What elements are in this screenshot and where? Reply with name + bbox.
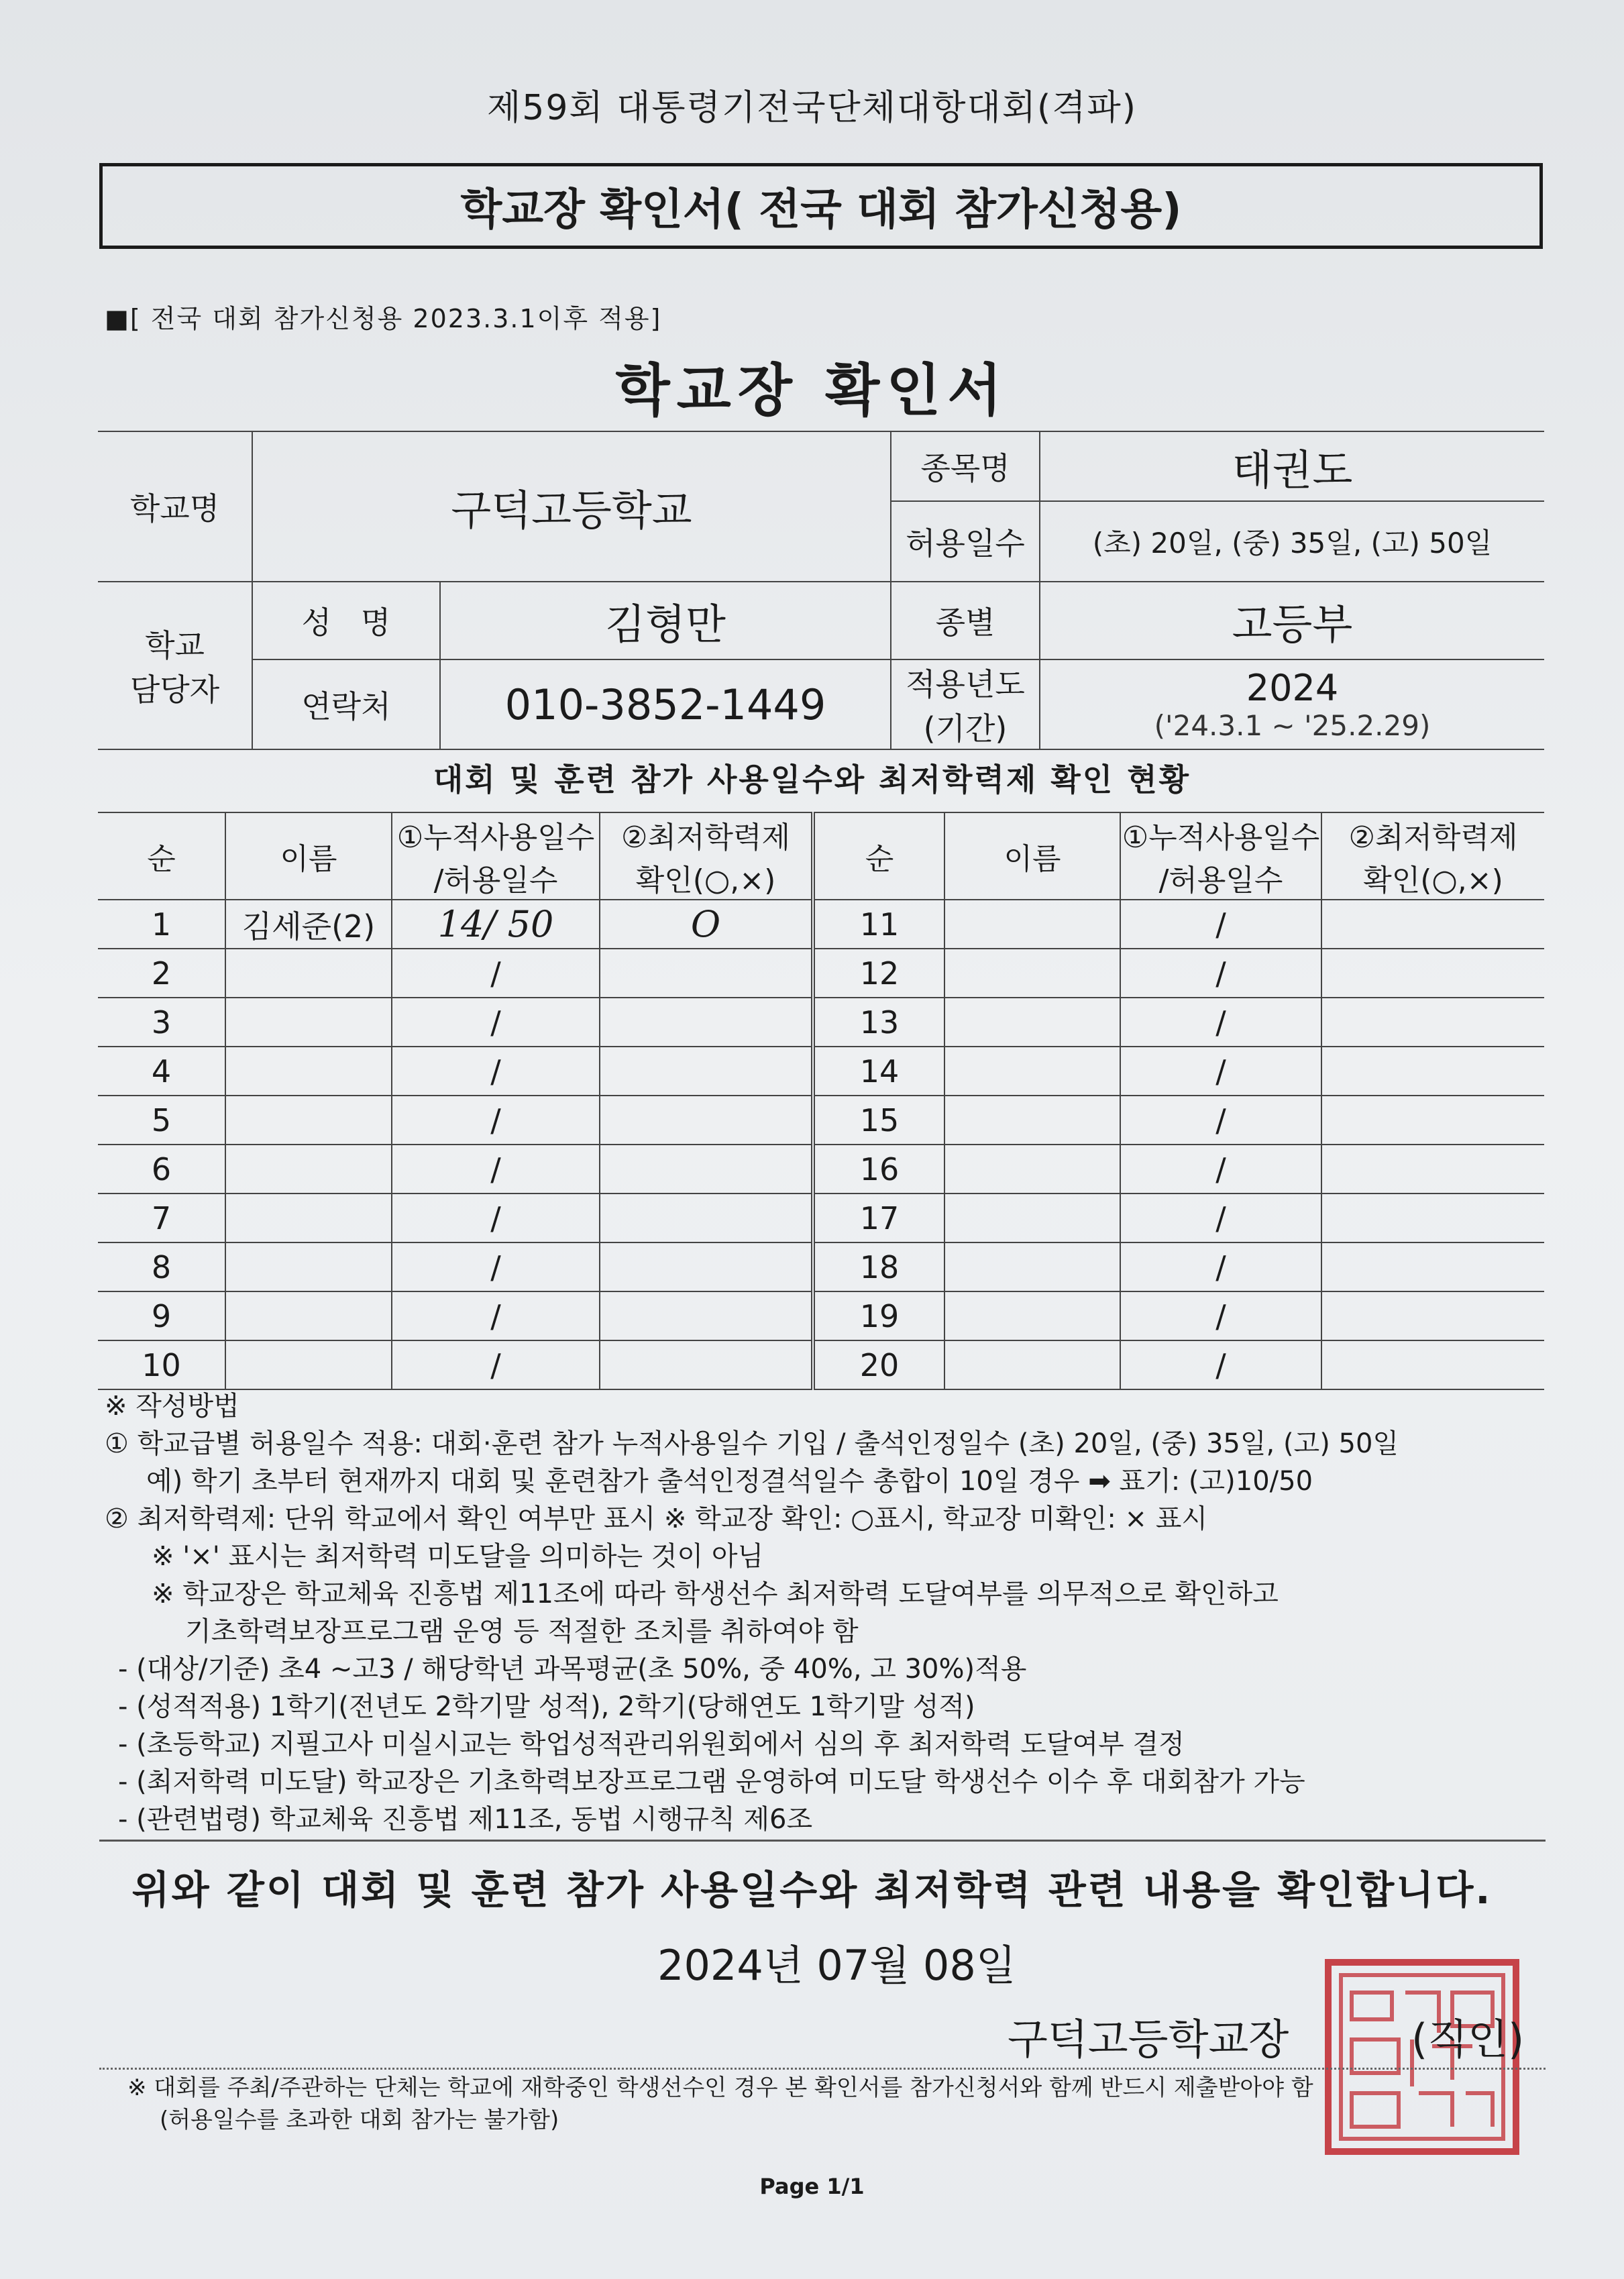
- row-days: 14/ 50: [392, 900, 600, 949]
- allowed-days-value: (초) 20일, (중) 35일, (고) 50일: [1040, 501, 1544, 582]
- row-seq: 8: [98, 1242, 225, 1291]
- contact-value: 010-3852-1449: [440, 659, 891, 749]
- name-label: 성 명: [252, 582, 440, 659]
- year-label: [891, 659, 1040, 749]
- footnote-line: ※ 대회를 주최/주관하는 단체는 학교에 재학중인 학생선수인 경우 본 확인서를 참가신청서와 함께 반드시 제출받아야 함: [127, 2074, 1313, 2101]
- row-name: 김세준(2): [225, 900, 392, 949]
- row-days: /: [392, 1340, 600, 1389]
- row-days: /: [392, 1194, 600, 1242]
- row-name: [225, 1145, 392, 1194]
- row-check: [600, 1047, 813, 1096]
- row-days: /: [1120, 998, 1321, 1047]
- table-row: [98, 900, 1544, 949]
- form-title: 학교장 확인서( 전국 대회 참가신청용): [460, 185, 1182, 235]
- footnote: [127, 2072, 1563, 2136]
- header-check-left-2: 확인(○,×): [600, 856, 813, 900]
- header-days-right-1: ①누적사용일수: [1120, 812, 1321, 856]
- row-check: O: [600, 900, 813, 949]
- participation-table: [98, 812, 1544, 1390]
- row-check: [1321, 949, 1544, 998]
- method-line: - (초등학교) 지필고사 미실시교는 학업성적관리위원회에서 심의 후 최저학력 도달여부 결정: [118, 1729, 1185, 1760]
- row-seq: 10: [98, 1340, 225, 1389]
- method-line: - (성적적용) 1학기(전년도 2학기말 성적), 2학기(당해연도 1학기말 성적): [118, 1691, 975, 1722]
- row-days: /: [1120, 1096, 1321, 1145]
- row-check: [1321, 1291, 1544, 1340]
- method-title: ※ 작성방법: [105, 1391, 239, 1422]
- row-seq: 15: [813, 1096, 944, 1145]
- row-name: [944, 1096, 1120, 1145]
- row-check: [600, 1096, 813, 1145]
- row-check: [1321, 1340, 1544, 1389]
- row-check: [1321, 1047, 1544, 1096]
- contact-label: 연락처: [252, 659, 440, 749]
- row-check: [600, 949, 813, 998]
- row-name: [944, 1242, 1120, 1291]
- method-divider: [99, 1840, 1546, 1842]
- category-label: 종별: [891, 582, 1040, 659]
- row-check: [600, 1242, 813, 1291]
- header-name-right: 이름: [944, 812, 1120, 900]
- table-row: [98, 1194, 1544, 1242]
- manager-label: [98, 582, 252, 749]
- row-check: [1321, 1194, 1544, 1242]
- row-name: [944, 1340, 1120, 1389]
- header-check-left-1: ②최저학력제: [600, 812, 813, 856]
- writing-method: [105, 1387, 1567, 1838]
- row-days: /: [1120, 1194, 1321, 1242]
- row-check: [600, 1340, 813, 1389]
- header-days-left-1: ①누적사용일수: [392, 812, 600, 856]
- row-days: /: [1120, 900, 1321, 949]
- row-check: [1321, 998, 1544, 1047]
- method-line: - (대상/기준) 초4 ~고3 / 해당학년 과목평균(초 50%, 중 40%, 고 30%)적용: [118, 1654, 1027, 1685]
- event-title: 제59회 대통령기전국단체대항대회(격파): [487, 88, 1137, 128]
- table-row: [98, 998, 1544, 1047]
- document-title: 학교장 확인서: [615, 358, 1009, 423]
- row-seq: 13: [813, 998, 944, 1047]
- header-seq-right: 순: [813, 812, 944, 900]
- row-name: [944, 998, 1120, 1047]
- row-name: [944, 949, 1120, 998]
- method-line: ※ 학교장은 학교체육 진흥법 제11조에 따라 학생선수 최저학력 도달여부를 의무적으로 확인하고: [152, 1579, 1279, 1609]
- notice-text: ■[ 전국 대회 참가신청용 2023.3.1이후 적용]: [105, 304, 662, 333]
- row-name: [944, 1194, 1120, 1242]
- table-row: [98, 1096, 1544, 1145]
- row-days: /: [1120, 1340, 1321, 1389]
- row-name: [944, 1145, 1120, 1194]
- row-days: /: [1120, 1145, 1321, 1194]
- row-check: [1321, 1145, 1544, 1194]
- header-name-left: 이름: [225, 812, 392, 900]
- row-name: [225, 1096, 392, 1145]
- row-seq: 7: [98, 1194, 225, 1242]
- row-days: /: [1120, 1047, 1321, 1096]
- method-line: ※ '×' 표시는 최저학력 미도달을 의미하는 것이 아님: [152, 1541, 764, 1572]
- year-period: ('24.3.1 ~ '25.2.29): [1154, 709, 1431, 742]
- table-row: [98, 1291, 1544, 1340]
- row-seq: 14: [813, 1047, 944, 1096]
- info-table: [98, 431, 1544, 750]
- header-check-right-1: ②최저학력제: [1321, 812, 1544, 856]
- row-name: [944, 1291, 1120, 1340]
- row-days: /: [392, 1242, 600, 1291]
- footnote-divider: [99, 2068, 1546, 2070]
- row-seq: 19: [813, 1291, 944, 1340]
- row-name: [944, 900, 1120, 949]
- row-name: [225, 949, 392, 998]
- year-value: 2024: [1246, 667, 1339, 709]
- row-name: [225, 1194, 392, 1242]
- table-row: [98, 1340, 1544, 1389]
- row-name: [225, 998, 392, 1047]
- table-body: [98, 900, 1544, 1389]
- method-line: ② 최저학력제: 단위 학교에서 확인 여부만 표시 ※ 학교장 확인: ○표시, 학교장 미확인: × 표시: [105, 1503, 1208, 1534]
- method-line: 예) 학기 초부터 현재까지 대회 및 훈련참가 출석인정결석일수 총합이 10일 경우 ➡ 표기: (고)10/50: [146, 1466, 1313, 1497]
- row-check: [1321, 1242, 1544, 1291]
- event-label: 종목명: [891, 431, 1040, 501]
- manager-label-line2: 담당자: [129, 672, 220, 708]
- status-title: 대회 및 훈련 참가 사용일수와 최저학력제 확인 현황: [433, 761, 1191, 798]
- category-value: 고등부: [1040, 582, 1544, 659]
- row-name: [225, 1340, 392, 1389]
- row-seq: 18: [813, 1242, 944, 1291]
- name-value: 김형만: [440, 582, 891, 659]
- row-days: /: [1120, 1242, 1321, 1291]
- row-check: [600, 998, 813, 1047]
- row-days: /: [392, 1291, 600, 1340]
- row-seq: 3: [98, 998, 225, 1047]
- row-check: [600, 1194, 813, 1242]
- row-check: [1321, 1096, 1544, 1145]
- row-seq: 2: [98, 949, 225, 998]
- confirmation-date: 2024년 07월 08일: [657, 1941, 1016, 1990]
- method-line: 기초학력보장프로그램 운영 등 적절한 조치를 취하여야 함: [185, 1616, 859, 1647]
- row-seq: 16: [813, 1145, 944, 1194]
- row-check: [1321, 900, 1544, 949]
- row-seq: 17: [813, 1194, 944, 1242]
- row-seq: 20: [813, 1340, 944, 1389]
- row-days: /: [1120, 949, 1321, 998]
- row-seq: 1: [98, 900, 225, 949]
- allowed-days-label: 허용일수: [891, 501, 1040, 582]
- row-seq: 11: [813, 900, 944, 949]
- footnote-line: (허용일수를 초과한 대회 참가는 불가함): [160, 2107, 559, 2133]
- row-seq: 12: [813, 949, 944, 998]
- row-name: [225, 1047, 392, 1096]
- table-row: [98, 1242, 1544, 1291]
- row-name: [944, 1047, 1120, 1096]
- school-label: 학교명: [98, 431, 252, 582]
- row-days: /: [392, 998, 600, 1047]
- row-name: [225, 1291, 392, 1340]
- event-value: 태권도: [1040, 431, 1544, 501]
- school-name: 구덕고등학교: [252, 431, 891, 582]
- row-days: /: [392, 1096, 600, 1145]
- row-days: /: [392, 1145, 600, 1194]
- row-check: [600, 1145, 813, 1194]
- row-name: [225, 1242, 392, 1291]
- row-days: /: [392, 1047, 600, 1096]
- manager-label-line1: 학교: [145, 627, 205, 664]
- table-row: [98, 1145, 1544, 1194]
- table-row: [98, 1047, 1544, 1096]
- row-check: [600, 1291, 813, 1340]
- row-seq: 6: [98, 1145, 225, 1194]
- confirmation-statement: 위와 같이 대회 및 훈련 참가 사용일수와 최저학력 관련 내용을 확인합니다.: [131, 1867, 1493, 1913]
- row-seq: 4: [98, 1047, 225, 1096]
- page-number: Page 1/1: [759, 2174, 865, 2199]
- header-seq-left: 순: [98, 812, 225, 900]
- row-seq: 9: [98, 1291, 225, 1340]
- method-line: - (관련법령) 학교체육 진흥법 제11조, 동법 시행규칙 제6조: [118, 1804, 813, 1835]
- header-days-right-2: /허용일수: [1120, 856, 1321, 900]
- method-line: ① 학교급별 허용일수 적용: 대회·훈련 참가 누적사용일수 기입 / 출석인정일수 (초) 20일, (중) 35일, (고) 50일: [105, 1428, 1399, 1459]
- year-label-line2: (기간): [923, 710, 1008, 747]
- principal-title: 구덕고등학교장: [1008, 2015, 1289, 2064]
- year-cell: [1040, 659, 1544, 749]
- row-days: /: [392, 949, 600, 998]
- header-check-right-2: 확인(○,×): [1321, 856, 1544, 900]
- row-seq: 5: [98, 1096, 225, 1145]
- seal-label: (직인): [1411, 2015, 1525, 2064]
- row-days: /: [1120, 1291, 1321, 1340]
- method-line: - (최저학력 미도달) 학교장은 기초학력보장프로그램 운영하여 미도달 학생선수 이수 후 대회참가 가능: [118, 1766, 1305, 1797]
- form-title-box: [99, 163, 1543, 249]
- year-label-line1: 적용년도: [906, 666, 1025, 702]
- table-row: [98, 949, 1544, 998]
- header-days-left-2: /허용일수: [392, 856, 600, 900]
